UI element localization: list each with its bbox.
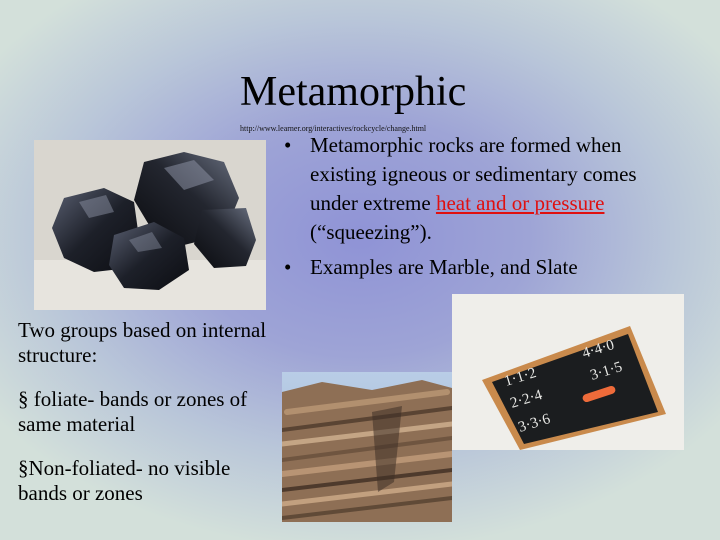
bullet-text-1a: Metamorphic rocks are formed when existing igneous or sedimentary comes under extreme: [310, 133, 637, 215]
bullet-emphasis: heat and or pressure: [435, 191, 605, 215]
slate-row-2: 2·2·4: [508, 387, 545, 412]
slate-col-2a: 4·4·0: [580, 337, 617, 362]
bullet-text-1b: (“squeezing”).: [310, 220, 432, 244]
bullet-item: [284, 253, 684, 282]
bullet-item: [284, 131, 684, 247]
bullet-text-2: Examples are Marble, and Slate: [310, 255, 578, 279]
slate-row-1: 1·1·2: [502, 365, 539, 390]
slate-board-image: [452, 294, 684, 450]
foliated-rock-image: [282, 372, 452, 522]
slate-col-2b: 3·1·5: [588, 359, 625, 384]
bullet-dot: •: [284, 133, 292, 157]
source-url[interactable]: http://www.learner.org/interactives/rockcycle/change.html: [240, 124, 427, 133]
bullet-list: [284, 131, 684, 288]
group-non-foliated: §Non-foliated- no visible bands or zones: [18, 456, 231, 505]
coal-rocks-image: [34, 140, 266, 310]
bullet-dot: •: [284, 255, 292, 279]
groups-intro: Two groups based on internal structure:: [18, 318, 267, 367]
group-foliated: § foliate- bands or zones of same material: [18, 387, 248, 436]
slate-row-3: 3·3·6: [516, 411, 553, 436]
foliation-groups: [18, 318, 268, 525]
slide-title: Metamorphic: [240, 69, 467, 115]
